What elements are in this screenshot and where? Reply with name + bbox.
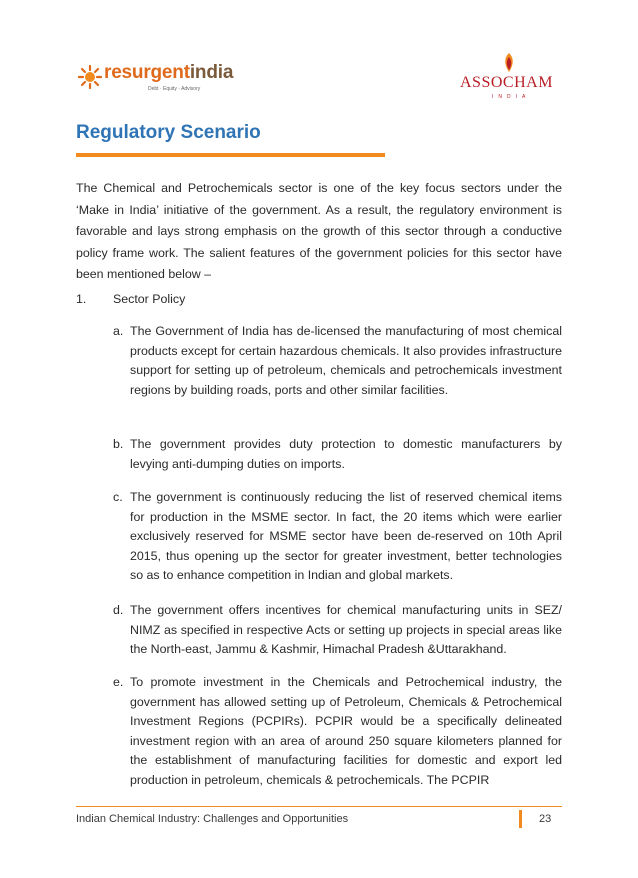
section-number: 1. [76,292,87,306]
title-underline [76,153,385,157]
resurgent-india-logo [78,62,238,98]
intro-paragraph: The Chemical and Petrochemicals sector is one of the key focus sectors under the ‘Make in India’ initiative of the government. As a result, the regulatory environment is favorable and lays strong emphasis on the growth of this sector through a conductive policy frame work. The salient features of the government policies for this sector have been mentioned below – [76,181,562,281]
footer-title: Indian Chemical Industry: Challenges and Opportunities [76,813,349,825]
footer-divider [76,806,562,807]
sun-icon [78,65,102,89]
list-item-text: The government is continuously reducing the list of reserved chemical items for production in the MSME sector. In fact, the 20 items which were earlier exclusively reserved for MSME sector have been de-reserved on 10th April 2015, thus opening up the sector for greater investment, better technologies so as to enhance competition in Indian and global markets. [130,490,562,583]
list-item [113,601,562,660]
list-item-label: a. [113,324,124,338]
list-item-label: c. [113,490,123,504]
list-item-label: b. [113,437,124,451]
assocham-logo [446,52,566,102]
list-item-text: The government offers incentives for chemical manufacturing units in SEZ/ NIMZ as specified in respective Acts or setting up projects in special areas like the North-east, Jammu & Kashmir, Himachal Pradesh &Uttarakhand. [130,603,562,657]
resurgent-india-wordmark: resurgentindia [104,62,234,83]
assocham-wordmark: ASSOCHAM [460,74,553,91]
page-number: 23 [539,813,552,825]
list-item-text: The government provides duty protection to domestic manufacturers by levying anti-dumping duties on imports. [130,437,562,471]
page-title: Regulatory Scenario [76,122,261,143]
footer-accent-bar [519,810,522,828]
assocham-emblem-icon [498,52,520,74]
list-item-text: The Government of India has de-licensed the manufacturing of most chemical products except for certain hazardous chemicals. It also provides infrastructure support for setting up of petroleum, chemicals and petrochemicals investment regions by building roads, ports and other similar facilities. [130,324,562,397]
list-item [113,322,562,400]
list-item-label: e. [113,675,124,689]
list-item [113,673,562,791]
resurgent-india-tagline: Debt · Equity · Advisory [148,86,201,92]
list-item [113,488,562,586]
assocham-subtitle: INDIA [492,94,531,100]
list-item-text: To promote investment in the Chemicals and Petrochemical industry, the government has allowed setting up of Petroleum, Chemicals & Petrochemical Investment Regions (PCPIRs). PCPIR would be a specifically delineated investment region with an area of around 250 square kilometers planned for the establishment of manufacturing facilities for domestic and export led production in petroleum, chemicals & petrochemicals. The PCPIR [130,675,562,787]
list-item-label: d. [113,603,124,617]
section-title: Sector Policy [113,292,186,306]
list-item [113,435,562,474]
